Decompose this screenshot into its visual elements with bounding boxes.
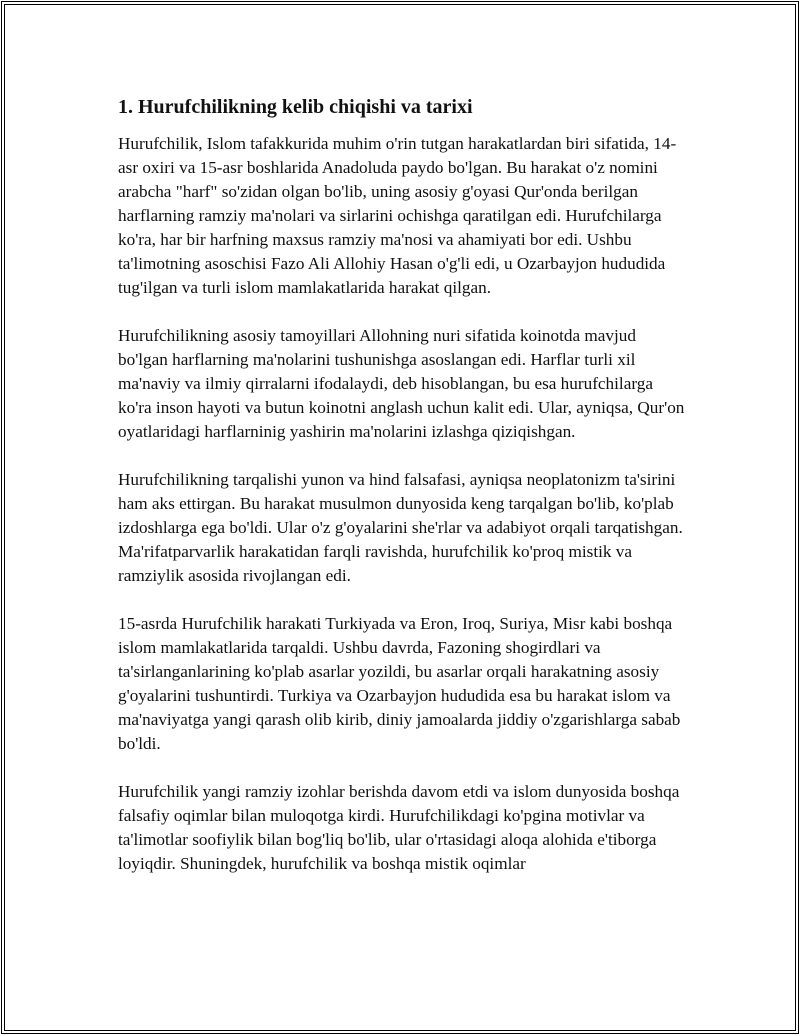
paragraph-1: Hurufchilik, Islom tafakkurida muhim o'rin tutgan harakatlardan biri sifatida, 14-asr oxiri va 15-asr boshlarida Anadoluda paydo bo'lgan. Bu harakat o'z nomini arabcha "harf" so'zidan olgan bo'lib, uning asosiy g'oyasi Qur'onda berilgan harflarning ramziy ma'nolari va sirlarini ochishga qaratilgan edi. Hurufchilarga ko'ra, har bir harfning maxsus ramziy ma'nosi va ahamiyati bor edi. Ushbu ta'limotning asoschisi Fazo Ali Allohiy Hasan o'g'li edi, u Ozarbayjon hududida tug'ilgan va turli islom mamlakatlarida harakat qilgan. [118, 134, 677, 297]
paragraph-4: 15-asrda Hurufchilik harakati Turkiyada va Eron, Iroq, Suriya, Misr kabi boshqa islom mamlakatlarida tarqaldi. Ushbu davrda, Fazoning shogirdlari va ta'sirlanganlarining ko'plab asarlar yozildi, bu asarlar orqali harakatning asosiy g'oyalarini tushuntirdi. Turkiya va Ozarbayjon hududida esa bu harakat islom va ma'naviyatga yangi qarash olib kirib, diniy jamoalarda jiddiy o'zgarishlarga sabab bo'ldi. [118, 614, 681, 753]
paragraph-2: Hurufchilikning asosiy tamoyillari Allohning nuri sifatida koinotda mavjud bo'lgan harflarning ma'nolarini tushunishga asoslangan edi. Harflar turli xil ma'naviy va ilmiy qirralarni ifodalaydi, deb hisoblangan, bu esa hurufchilarga ko'ra inson hayoti va butun koinotni anglash uchun kalit edi. Ular, ayniqsa, Qur'on oyatlaridagi harflarninig yashirin ma'nolarini izlashga qiziqishgan. [118, 326, 685, 441]
paragraph-5: Hurufchilik yangi ramziy izohlar berishda davom etdi va islom dunyosida boshqa falsafiy oqimlar bilan muloqotga kirdi. Hurufchilikdagi ko'pgina motivlar va ta'limotlar soofiylik bilan bog'liq bo'lib, ular o'rtasidagi aloqa alohida e'tiborga loyiqdir. Shuningdek, hurufchilik va boshqa mistik oqimlar [118, 782, 680, 873]
document-body [118, 92, 688, 900]
section-title: 1. Hurufchilikning kelib chiqishi va tarixi [118, 96, 473, 118]
paragraph-3: Hurufchilikning tarqalishi yunon va hind falsafasi, ayniqsa neoplatonizm ta'sirini ham aks ettirgan. Bu harakat musulmon dunyosida keng tarqalgan bo'lib, ko'plab izdoshlarga ega bo'ldi. Ular o'z g'oyalarini she'rlar va adabiyot orqali tarqatishgan. Ma'rifatparvarlik harakatidan farqli ravishda, hurufchilik ko'proq mistik va ramziylik asosida rivojlangan edi. [118, 470, 683, 585]
